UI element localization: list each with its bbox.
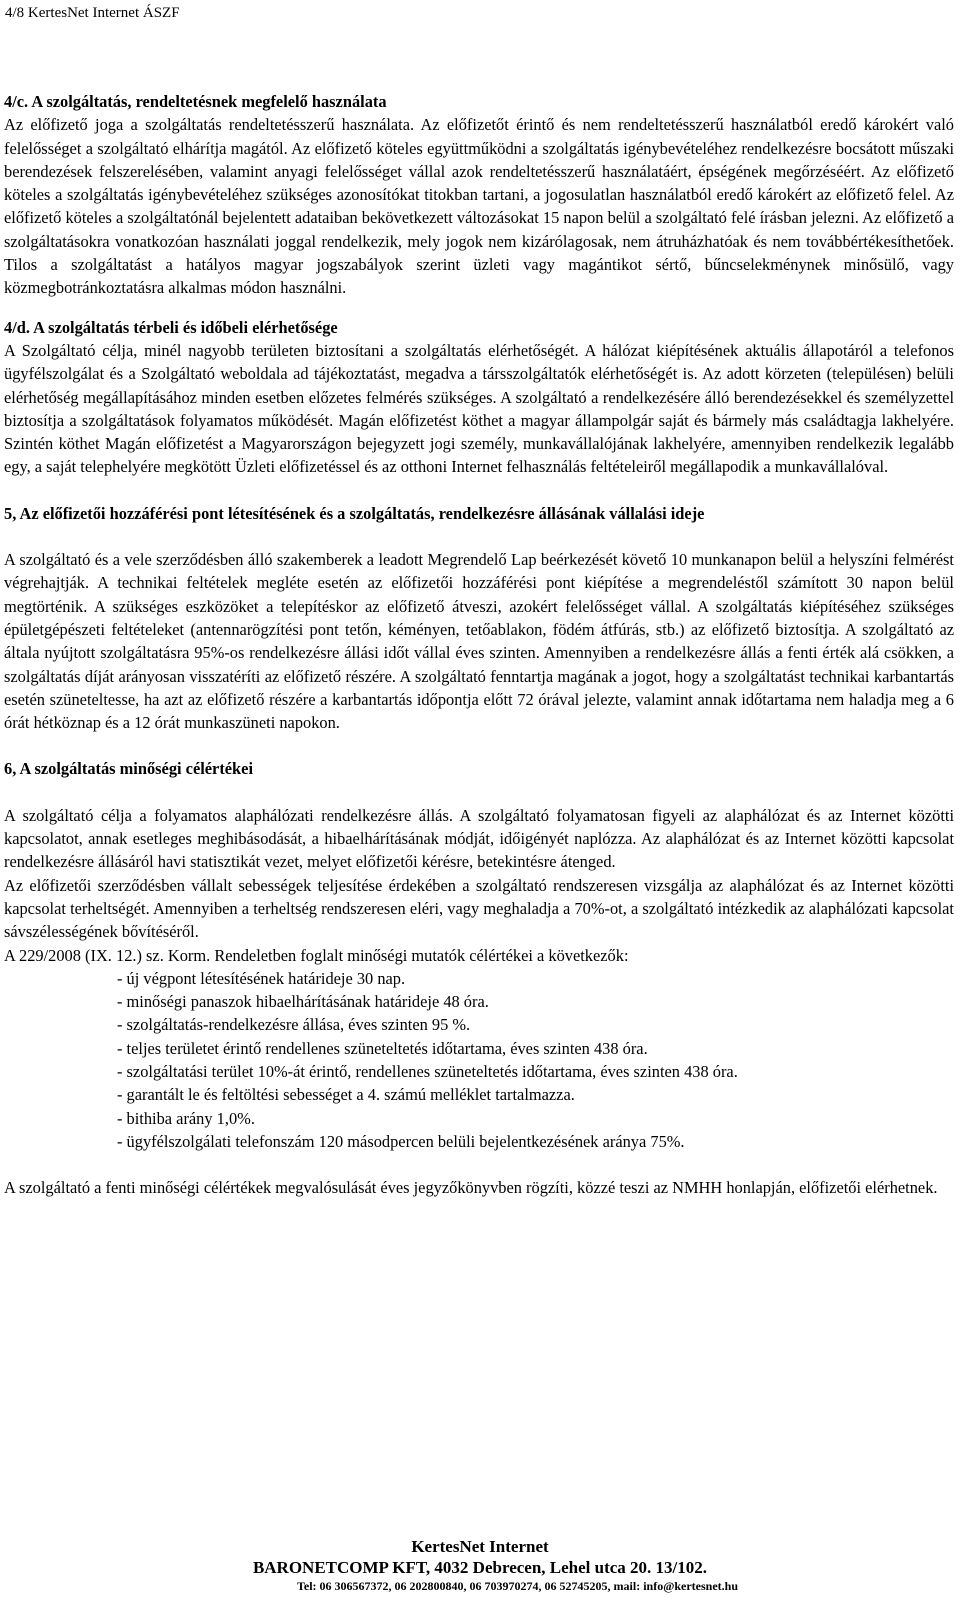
section-6-paragraph-3: A 229/2008 (IX. 12.) sz. Korm. Rendeletben foglalt minőségi mutatók célértékei a következők: xyxy=(4,945,629,965)
list-item: - garantált le és feltöltési sebességet a 4. számú melléklet tartalmazza. xyxy=(117,1085,575,1105)
list-item: - szolgáltatás-rendelkezésre állása, éves szinten 95 %. xyxy=(117,1015,471,1035)
section-5-body: A szolgáltató és a vele szerződésben álló szakemberek a leadott Megrendelő Lap beérkezését követő 10 munkanapon belül a helyszíni felmérést végrehajtják. A technikai feltételek megléte esetén az előfizetői hozzáférési pont kiépítése a megrendeléstől számított 30 napon belül megtörténik. A szükséges eszközöket a telepítéskor az előfizető átveszi, azokért felelősséget vállal. A szolgáltatás kiépítéséhez szükséges épületgépészeti feltételeket (antennarögzítési pont tetőn, kéményen, tetőablakon, födém átfúrás, stb.) az előfizető biztosítja. A szolgáltató az általa nyújtott szolgáltatásra 95%-os rendelkezésre állási időt vállal éves szinten. Amennyiben a rendelkezésre állás a fenti érték alá csökken, a szolgáltatás díját arányosan visszatéríti az előfizető részére. A szolgáltató fenntartja magának a jogot, hogy a szolgáltatást technikai karbantartás esetén szüneteltesse, ha azt az előfizető részére a karbantartás időpontja előtt 72 órával jelezte, valamint annak időtartama nem haladja meg a 6 órát hétköznap és a 12 órát munkaszüneti napokon. xyxy=(4,550,954,733)
list-item: - új végpont létesítésének határideje 30 nap. xyxy=(117,968,406,988)
list-item: - szolgáltatási terület 10%-át érintő, rendellenes szüneteltetés időtartama, éves szinten 438 óra. xyxy=(117,1061,738,1081)
page-header: 4/8 KertesNet Internet ÁSZF xyxy=(5,5,180,21)
section-4c xyxy=(4,90,954,300)
section-4d xyxy=(4,316,954,479)
footer-company: KertesNet Internet xyxy=(411,1537,549,1556)
page-footer xyxy=(0,1536,960,1595)
section-4d-body: A Szolgáltató célja, minél nagyobb területen biztosítani a szolgáltatás elérhetőségét. A hálózat kiépítésének aktuális állapotáról a telefonos ügyfélszolgálat és a Szolgáltató weboldala ad tájékoztatást, megadva a társszolgáltatók elérhetőségét is. Az adott körzeten (településen) belüli elérhetőség megállapításához minden esetben előzetes felmérés szükséges. A szolgáltató a rendelkezésére álló berendezésekkel és személyzettel biztosítja a szolgáltatások folyamatos működését. Magán előfizetést köthet a magyar állampolgár saját és bármely más családtagja lakhelyére. Szintén köthet Magán előfizetést a Magyarországon bejegyzett jogi személy, munkavállalójának lakhelyére, amennyiben rendelkezik legalább egy, a saját telephelyére megkötött Üzleti előfizetéssel és az otthoni Internet felhasználás feltételeiről megállapodik a munkavállalóval. xyxy=(4,340,954,477)
section-6-closing: A szolgáltató a fenti minőségi célértékek megvalósulását éves jegyzőkönyvben rögzíti, közzé teszi az NMHH honlapján, előfizetői elérhetnek. xyxy=(4,1178,938,1198)
footer-contact: Tel: 06 306567372, 06 202800840, 06 703970274, 06 52745205, mail: info@kertesnet.hu xyxy=(296,1579,739,1593)
section-4d-heading: 4/d. A szolgáltatás térbeli és időbeli elérhetősége xyxy=(4,317,338,337)
section-5 xyxy=(4,502,954,735)
section-6 xyxy=(4,757,954,1199)
section-5-heading: 5, Az előfizetői hozzáférési pont létesítésének és a szolgáltatás, rendelkezésre állásának vállalási ideje xyxy=(4,503,705,523)
section-6-paragraph-1: A szolgáltató célja a folyamatos alaphálózati rendelkezésre állás. A szolgáltató folyamatosan figyeli az alaphálózat és az Internet közötti kapcsolatot, annak esetleges meghibásodását, a hibaelhárításának módját, időigényét naplózza. Az alaphálózat és az Internet közötti kapcsolat rendelkezésre állásáról havi statisztikát vezet, melyet előfizetői kérésre, betekintésre átenged. xyxy=(4,805,954,872)
footer-address: BARONETCOMP KFT, 4032 Debrecen, Lehel utca 20. 13/102. xyxy=(252,1558,708,1577)
section-6-paragraph-2: Az előfizetői szerződésben vállalt sebességek teljesítése érdekében a szolgáltató rendszeresen vizsgálja az alaphálózat és az Internet közötti kapcsolat terheltségét. Amennyiben a terheltség rendszeresen eléri, vagy meghaladja a 70%-ot, a szolgáltató intézkedik az alaphálózati kapcsolat sávszélességének bővítéséről. xyxy=(4,875,954,942)
list-item: - ügyfélszolgálati telefonszám 120 másodpercen belüli bejelentkezésének aránya 75%. xyxy=(117,1131,685,1151)
section-4c-heading: 4/c. A szolgáltatás, rendeltetésnek megfelelő használata xyxy=(4,92,387,111)
section-6-heading: 6, A szolgáltatás minőségi célértékei xyxy=(4,759,253,779)
list-item: - teljes területet érintő rendellenes szüneteltetés időtartama, éves szinten 438 óra. xyxy=(117,1038,648,1058)
list-item: - minőségi panaszok hibaelhárításának határideje 48 óra. xyxy=(117,992,489,1012)
quality-targets-list xyxy=(4,967,954,1153)
document-body xyxy=(4,90,954,1199)
section-4c-body: Az előfizető joga a szolgáltatás rendeltetésszerű használata. Az előfizetőt érintő és nem rendeltetésszerű használatból eredő károkért való felelősséget a szolgáltató elhárítja magától. Az előfizető köteles együttműködni a szolgáltatás igénybevételéhez rendelkezésre bocsátott műszaki berendezések felszerelésében, valamint anyagi felelősséget vállal azok rendeltetésszerű használatáért, épségének megőrzéséért. Az előfizető köteles a szolgáltatás igénybevételéhez szükséges azonosítókat titokban tartani, a jogosulatlan használatból eredő károkért az előfizető felel. Az előfizető köteles a szolgáltatónál bejelentett adataiban bekövetkezett változásokat 15 napon belül a szolgáltató felé írásban jelezni. Az előfizető a szolgáltatásokra vonatkozóan használati joggal rendelkezik, mely jogok nem kizárólagosak, nem átruházhatóak és nem továbbértékesíthetőek. Tilos a szolgáltatást a hatályos magyar jogszabályok szerint üzleti vagy magántikot sértő, bűncselekménynek minősülő, vagy közmegbotránkoztatásra alkalmas módon használni. xyxy=(4,115,954,298)
list-item: - bithiba arány 1,0%. xyxy=(117,1108,255,1128)
